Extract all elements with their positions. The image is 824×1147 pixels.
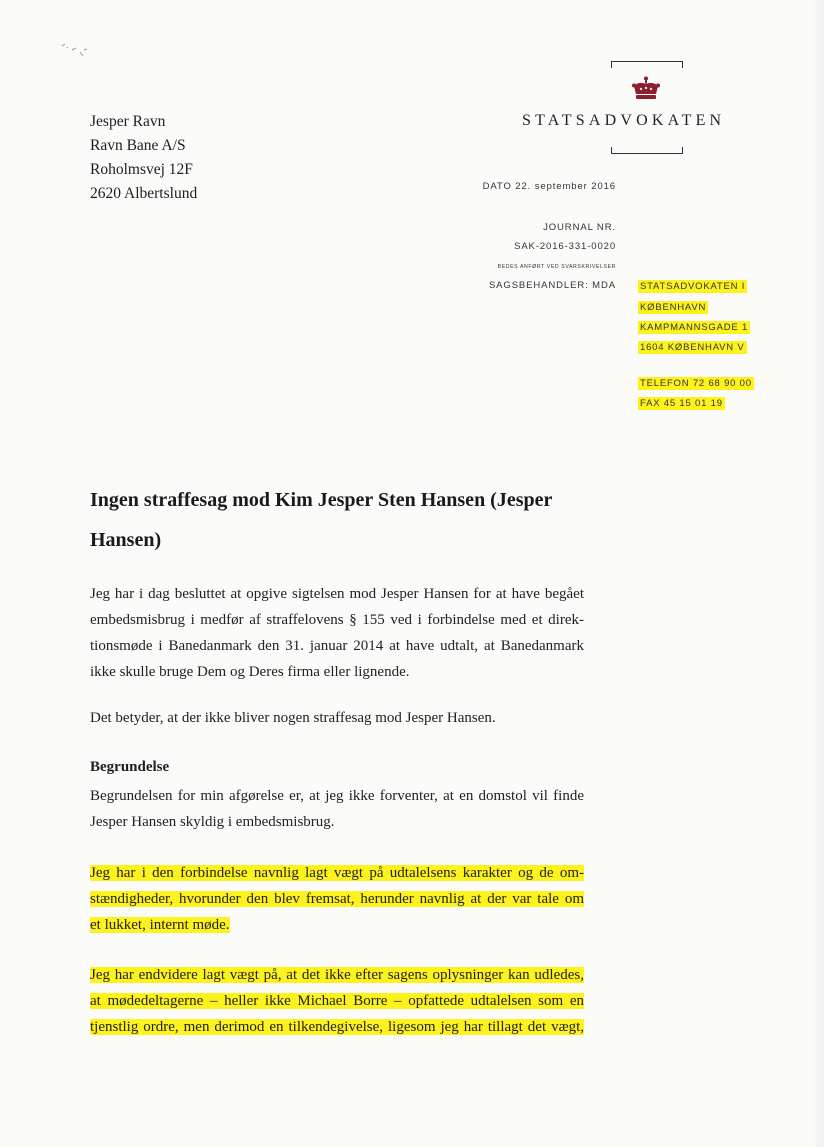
highlighted-line: et lukket, internt møde. (90, 917, 230, 933)
title-line-2: Hansen) (90, 529, 162, 551)
crown-icon (631, 76, 661, 102)
highlighted-line: at mødedeltagerne – heller ikke Michael Borre – opfattede udtalelsen som en (90, 993, 584, 1009)
paragraph-highlighted-2 (90, 962, 584, 1040)
recipient-address (90, 110, 197, 206)
highlighted-line: Jeg har endvidere lagt vægt på, at det ikke efter sagens oplysninger kan udledes, (90, 967, 584, 983)
page-edge-shadow (810, 0, 824, 1147)
logo-bracket-top (611, 61, 683, 68)
highlighted-line: stændigheder, hvorunder den blev fremsat, herunder navnlig at der var tale om (90, 891, 584, 907)
scan-specks (58, 38, 92, 62)
paragraph-reasoning (90, 783, 584, 835)
reference-note: BEDES ANFØRT VED SVARSKRIVELSER (497, 264, 616, 270)
section-heading-begrundelse: Begrundelse (90, 759, 170, 775)
recipient-name: Jesper Ravn (90, 113, 166, 130)
journal-label: JOURNAL NR. (543, 222, 616, 233)
recipient-company: Ravn Bane A/S (90, 137, 186, 154)
office-fax: FAX 45 15 01 19 (640, 398, 723, 409)
office-phone: TELEFON 72 68 90 00 (640, 378, 752, 389)
recipient-city: 2620 Albertslund (90, 185, 198, 202)
recipient-street: Roholmsvej 12F (90, 161, 193, 178)
highlighted-line: Jeg har i den forbindelse navnlig lagt vægt på udtalelsens karakter og de om- (90, 865, 584, 881)
paragraph-line: Jeg har i dag besluttet at opgive sigtelsen mod Jesper Hansen for at have begået (90, 586, 584, 602)
paragraph-decision (90, 581, 584, 685)
logo-bracket-bottom (611, 147, 683, 154)
office-line-3: KAMPMANNSGADE 1 (640, 322, 749, 333)
paragraph-line: ikke skulle bruge Dem og Deres firma eller lignende. (90, 664, 410, 680)
letter-title (90, 480, 610, 560)
paragraph-line: Det betyder, at der ikke bliver nogen straffesag mod Jesper Hansen. (90, 710, 496, 726)
office-line-2: KØBENHAVN (640, 302, 707, 313)
case-officer: SAGSBEHANDLER: MDA (488, 280, 616, 291)
paragraph-highlighted-1 (90, 860, 584, 938)
paragraph-line: embedsmisbrug i medfør af straffelovens § 155 ved i forbindelse med et direk- (90, 612, 584, 628)
logo-wordmark: STATSADVOKATEN (522, 112, 726, 129)
paragraph-line: Begrundelsen for min afgørelse er, at jeg ikke forventer, at en domstol vil finde (90, 788, 584, 804)
journal-number: SAK-2016-331-0020 (514, 241, 616, 252)
paragraph-line: tionsmøde i Banedanmark den 31. januar 2014 at have udtalt, at Banedanmark (90, 638, 584, 654)
office-line-4: 1604 KØBENHAVN V (640, 342, 745, 353)
title-line-1: Ingen straffesag mod Kim Jesper Sten Hansen (Jesper (90, 489, 553, 511)
office-line-1: STATSADVOKATEN I (640, 281, 746, 292)
statsadvokaten-logo (518, 58, 778, 158)
paragraph-consequence (90, 705, 584, 731)
letter-date: DATO 22. september 2016 (482, 181, 616, 192)
highlighted-line: tjenstlig ordre, men derimod en tilkendegivelse, ligesom jeg har tillagt det vægt, (90, 1019, 584, 1035)
paragraph-line: Jesper Hansen skyldig i embedsmisbrug. (90, 814, 335, 830)
